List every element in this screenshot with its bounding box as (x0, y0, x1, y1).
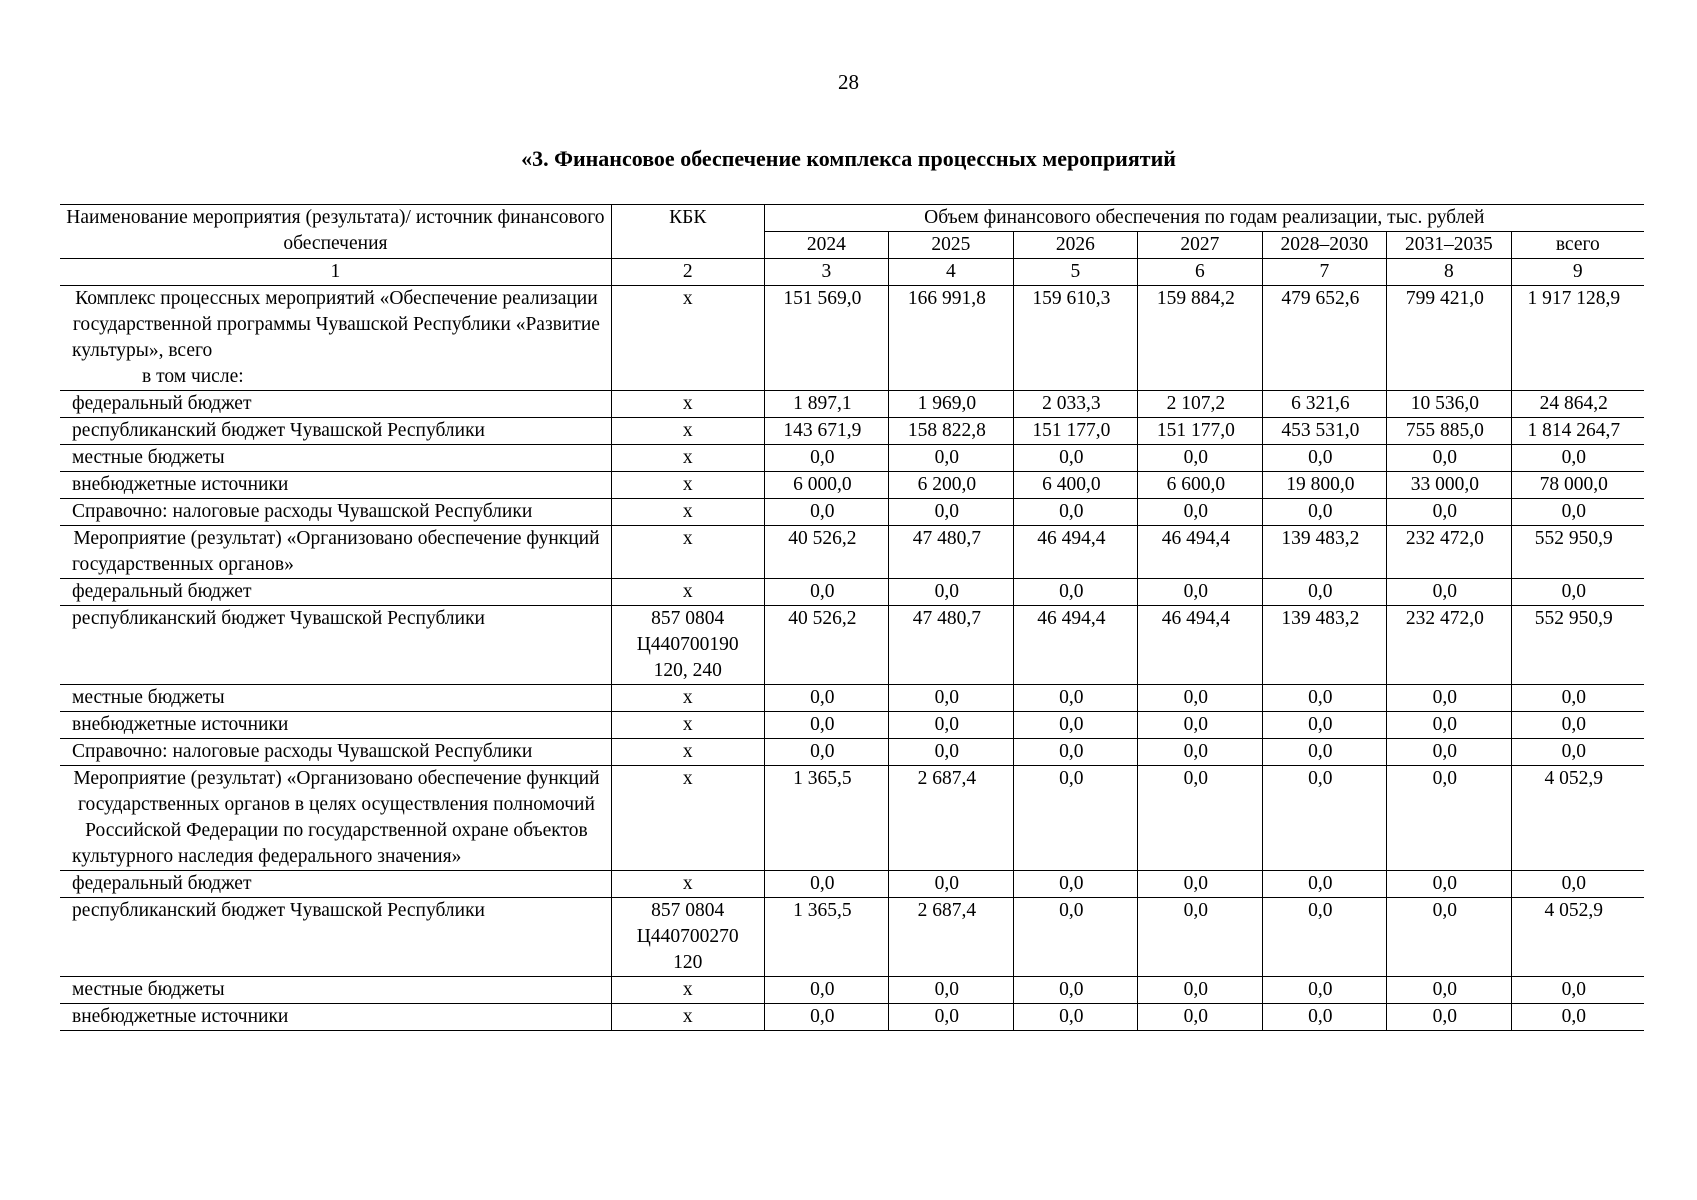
row-value: 0,0 (1013, 871, 1138, 898)
row-value: 479 652,6 (1262, 286, 1387, 391)
row-value: 6 400,0 (1013, 472, 1138, 499)
row-kbk: 857 0804 Ц440700190 120, 240 (611, 606, 764, 685)
row-value: 0,0 (1138, 871, 1263, 898)
row-value: 0,0 (1262, 685, 1387, 712)
row-value: 0,0 (1387, 898, 1512, 977)
row-name-cell (60, 286, 611, 391)
column-number: 5 (1013, 259, 1138, 286)
row-value: 0,0 (764, 712, 889, 739)
table-row (60, 1004, 1644, 1031)
column-number: 1 (60, 259, 611, 286)
row-value: 0,0 (1387, 977, 1512, 1004)
row-kbk: х (611, 766, 764, 871)
row-value: 1 365,5 (764, 898, 889, 977)
row-value: 1 917 128,9 (1511, 286, 1644, 391)
row-value: 0,0 (1511, 977, 1644, 1004)
row-value: 0,0 (1138, 579, 1263, 606)
row-name-cell (60, 898, 611, 977)
row-value: 0,0 (764, 499, 889, 526)
row-value: 232 472,0 (1387, 606, 1512, 685)
row-value: 151 177,0 (1013, 418, 1138, 445)
row-value: 6 321,6 (1262, 391, 1387, 418)
row-value: 0,0 (1511, 579, 1644, 606)
row-value: 4 052,9 (1511, 766, 1644, 871)
row-value: 0,0 (1262, 499, 1387, 526)
table-row (60, 418, 1644, 445)
header-row (60, 205, 1644, 232)
row-value: 0,0 (1138, 499, 1263, 526)
row-value: 0,0 (1387, 871, 1512, 898)
row-value: 0,0 (1262, 739, 1387, 766)
row-name: Комплекс процессных мероприятий «Обеспечение реализации государственной программы Чувашской Республики «Развитие культуры», всего (72, 288, 600, 361)
row-value: 0,0 (764, 871, 889, 898)
row-kbk: х (611, 685, 764, 712)
row-value: 0,0 (1387, 579, 1512, 606)
row-value: 0,0 (1511, 739, 1644, 766)
row-name: Мероприятие (результат) «Организовано обеспечение функций государственных органов в целях осуществления полномочий Российской Федерации по государственной охране объектов культурного наследия федерального значения» (72, 768, 600, 867)
row-value: 1 969,0 (889, 391, 1014, 418)
table-row (60, 579, 1644, 606)
row-value: 0,0 (889, 499, 1014, 526)
row-value: 46 494,4 (1013, 526, 1138, 579)
row-value: 0,0 (1138, 685, 1263, 712)
column-number: 4 (889, 259, 1014, 286)
row-name-cell (60, 871, 611, 898)
row-name: внебюджетные источники (72, 1006, 289, 1027)
row-value: 0,0 (1013, 977, 1138, 1004)
row-name: федеральный бюджет (72, 873, 252, 894)
row-name-cell (60, 739, 611, 766)
row-value: 2 107,2 (1138, 391, 1263, 418)
row-value: 552 950,9 (1511, 606, 1644, 685)
row-value: 0,0 (1262, 977, 1387, 1004)
row-value: 552 950,9 (1511, 526, 1644, 579)
row-name-cell (60, 391, 611, 418)
row-value: 0,0 (1387, 766, 1512, 871)
row-value: 0,0 (1511, 445, 1644, 472)
row-value: 0,0 (1013, 579, 1138, 606)
row-value: 6 200,0 (889, 472, 1014, 499)
row-value: 0,0 (1138, 977, 1263, 1004)
row-name-suffix: в том числе: (142, 366, 244, 387)
row-value: 0,0 (764, 445, 889, 472)
row-name: местные бюджеты (72, 979, 225, 1000)
row-value: 0,0 (1387, 445, 1512, 472)
row-value: 0,0 (889, 871, 1014, 898)
row-name: республиканский бюджет Чувашской Республики (72, 420, 485, 441)
row-value: 19 800,0 (1262, 472, 1387, 499)
row-value: 0,0 (1387, 685, 1512, 712)
table-row (60, 286, 1644, 391)
row-value: 0,0 (1262, 766, 1387, 871)
row-value: 0,0 (1387, 1004, 1512, 1031)
row-kbk: х (611, 499, 764, 526)
row-value: 0,0 (1262, 898, 1387, 977)
row-value: 78 000,0 (1511, 472, 1644, 499)
table-row (60, 739, 1644, 766)
row-kbk: х (611, 712, 764, 739)
row-value: 0,0 (1013, 898, 1138, 977)
column-number: 8 (1387, 259, 1512, 286)
page-number: 28 (838, 70, 859, 94)
row-name: внебюджетные источники (72, 474, 289, 495)
row-name-cell (60, 579, 611, 606)
header-period: 2028–2030 (1262, 232, 1387, 259)
row-value: 0,0 (1013, 445, 1138, 472)
row-value: 159 884,2 (1138, 286, 1263, 391)
row-value: 139 483,2 (1262, 526, 1387, 579)
table-row (60, 685, 1644, 712)
row-value: 6 600,0 (1138, 472, 1263, 499)
header-period: 2027 (1138, 232, 1263, 259)
row-value: 0,0 (1262, 579, 1387, 606)
column-numbers-row (60, 259, 1644, 286)
row-kbk: х (611, 391, 764, 418)
table-row (60, 977, 1644, 1004)
row-kbk: х (611, 445, 764, 472)
row-value: 46 494,4 (1138, 526, 1263, 579)
row-kbk: х (611, 472, 764, 499)
column-number: 9 (1511, 259, 1644, 286)
table-row (60, 712, 1644, 739)
table-row (60, 391, 1644, 418)
row-value: 799 421,0 (1387, 286, 1512, 391)
row-value: 4 052,9 (1511, 898, 1644, 977)
row-value: 0,0 (889, 712, 1014, 739)
row-kbk: х (611, 526, 764, 579)
row-value: 0,0 (764, 579, 889, 606)
header-period: всего (1511, 232, 1644, 259)
column-number: 2 (611, 259, 764, 286)
row-name: федеральный бюджет (72, 393, 252, 414)
row-value: 10 536,0 (1387, 391, 1512, 418)
header-period: 2031–2035 (1387, 232, 1512, 259)
row-value: 0,0 (1262, 445, 1387, 472)
row-kbk: х (611, 739, 764, 766)
header-volume-group: Объем финансового обеспечения по годам реализации, тыс. рублей (764, 205, 1644, 232)
row-value: 0,0 (1387, 712, 1512, 739)
row-kbk: х (611, 1004, 764, 1031)
row-value: 166 991,8 (889, 286, 1014, 391)
row-value: 0,0 (889, 977, 1014, 1004)
table-row (60, 898, 1644, 977)
table-body (60, 286, 1644, 1031)
row-value: 33 000,0 (1387, 472, 1512, 499)
row-value: 1 897,1 (764, 391, 889, 418)
row-value: 232 472,0 (1387, 526, 1512, 579)
row-value: 0,0 (889, 739, 1014, 766)
row-value: 151 569,0 (764, 286, 889, 391)
row-value: 0,0 (1511, 712, 1644, 739)
row-kbk: х (611, 977, 764, 1004)
row-value: 47 480,7 (889, 526, 1014, 579)
row-name: Справочно: налоговые расходы Чувашской Республики (72, 741, 533, 762)
header-period: 2026 (1013, 232, 1138, 259)
row-value: 0,0 (1013, 1004, 1138, 1031)
row-name-cell (60, 472, 611, 499)
row-value: 46 494,4 (1013, 606, 1138, 685)
row-value: 143 671,9 (764, 418, 889, 445)
row-name: внебюджетные источники (72, 714, 289, 735)
row-value: 0,0 (1138, 712, 1263, 739)
table-row (60, 606, 1644, 685)
row-value: 0,0 (764, 1004, 889, 1031)
row-value: 0,0 (889, 685, 1014, 712)
row-name-cell (60, 685, 611, 712)
row-value: 0,0 (1138, 766, 1263, 871)
row-name-cell (60, 766, 611, 871)
row-kbk: х (611, 418, 764, 445)
row-value: 0,0 (1138, 898, 1263, 977)
column-number: 7 (1262, 259, 1387, 286)
row-kbk: х (611, 579, 764, 606)
row-kbk: х (611, 286, 764, 391)
row-value: 0,0 (1511, 685, 1644, 712)
row-value: 0,0 (764, 977, 889, 1004)
row-value: 40 526,2 (764, 526, 889, 579)
row-value: 0,0 (764, 739, 889, 766)
table-row (60, 871, 1644, 898)
row-value: 0,0 (1387, 499, 1512, 526)
row-value: 0,0 (1262, 712, 1387, 739)
row-value: 2 687,4 (889, 766, 1014, 871)
table-row (60, 766, 1644, 871)
table-row (60, 472, 1644, 499)
row-value: 139 483,2 (1262, 606, 1387, 685)
row-value: 47 480,7 (889, 606, 1014, 685)
row-name-cell (60, 977, 611, 1004)
row-value: 46 494,4 (1138, 606, 1263, 685)
row-value: 0,0 (1262, 871, 1387, 898)
header-kbk-column: КБК (611, 205, 764, 259)
table-row (60, 445, 1644, 472)
row-value: 0,0 (1511, 499, 1644, 526)
row-value: 1 814 264,7 (1511, 418, 1644, 445)
row-name: Справочно: налоговые расходы Чувашской Республики (72, 501, 533, 522)
section-heading: «3. Финансовое обеспечение комплекса процессных мероприятий (521, 146, 1176, 171)
row-name-cell (60, 418, 611, 445)
row-name-cell (60, 499, 611, 526)
financing-table (60, 204, 1644, 1031)
header-name-column: Наименование мероприятия (результата)/ источник финансового обеспечения (60, 205, 611, 259)
row-value: 0,0 (1013, 712, 1138, 739)
row-name-cell (60, 445, 611, 472)
row-name-cell (60, 606, 611, 685)
column-number: 3 (764, 259, 889, 286)
row-name: республиканский бюджет Чувашской Республики (72, 608, 485, 629)
row-value: 0,0 (1511, 871, 1644, 898)
row-value: 0,0 (1013, 499, 1138, 526)
row-value: 453 531,0 (1262, 418, 1387, 445)
row-name-cell (60, 526, 611, 579)
header-period: 2024 (764, 232, 889, 259)
row-value: 0,0 (1387, 739, 1512, 766)
row-value: 158 822,8 (889, 418, 1014, 445)
row-value: 0,0 (1262, 1004, 1387, 1031)
row-name-cell (60, 712, 611, 739)
row-value: 0,0 (1013, 739, 1138, 766)
row-value: 159 610,3 (1013, 286, 1138, 391)
row-name: Мероприятие (результат) «Организовано обеспечение функций государственных органов» (72, 528, 600, 575)
row-value: 0,0 (889, 445, 1014, 472)
row-value: 24 864,2 (1511, 391, 1644, 418)
table-row (60, 526, 1644, 579)
row-value: 0,0 (1013, 685, 1138, 712)
row-value: 0,0 (1138, 1004, 1263, 1031)
row-value: 2 687,4 (889, 898, 1014, 977)
row-value: 0,0 (889, 1004, 1014, 1031)
row-kbk: х (611, 871, 764, 898)
column-number: 6 (1138, 259, 1263, 286)
row-kbk: 857 0804 Ц440700270 120 (611, 898, 764, 977)
row-name: федеральный бюджет (72, 581, 252, 602)
row-name: республиканский бюджет Чувашской Республики (72, 900, 485, 921)
row-value: 0,0 (1138, 445, 1263, 472)
row-value: 6 000,0 (764, 472, 889, 499)
row-value: 2 033,3 (1013, 391, 1138, 418)
row-value: 1 365,5 (764, 766, 889, 871)
table-row (60, 499, 1644, 526)
row-name: местные бюджеты (72, 687, 225, 708)
row-value: 40 526,2 (764, 606, 889, 685)
row-name: местные бюджеты (72, 447, 225, 468)
row-value: 755 885,0 (1387, 418, 1512, 445)
row-value: 0,0 (1138, 739, 1263, 766)
row-name-cell (60, 1004, 611, 1031)
row-value: 0,0 (1511, 1004, 1644, 1031)
header-period: 2025 (889, 232, 1014, 259)
row-value: 151 177,0 (1138, 418, 1263, 445)
row-value: 0,0 (1013, 766, 1138, 871)
row-value: 0,0 (889, 579, 1014, 606)
row-value: 0,0 (764, 685, 889, 712)
